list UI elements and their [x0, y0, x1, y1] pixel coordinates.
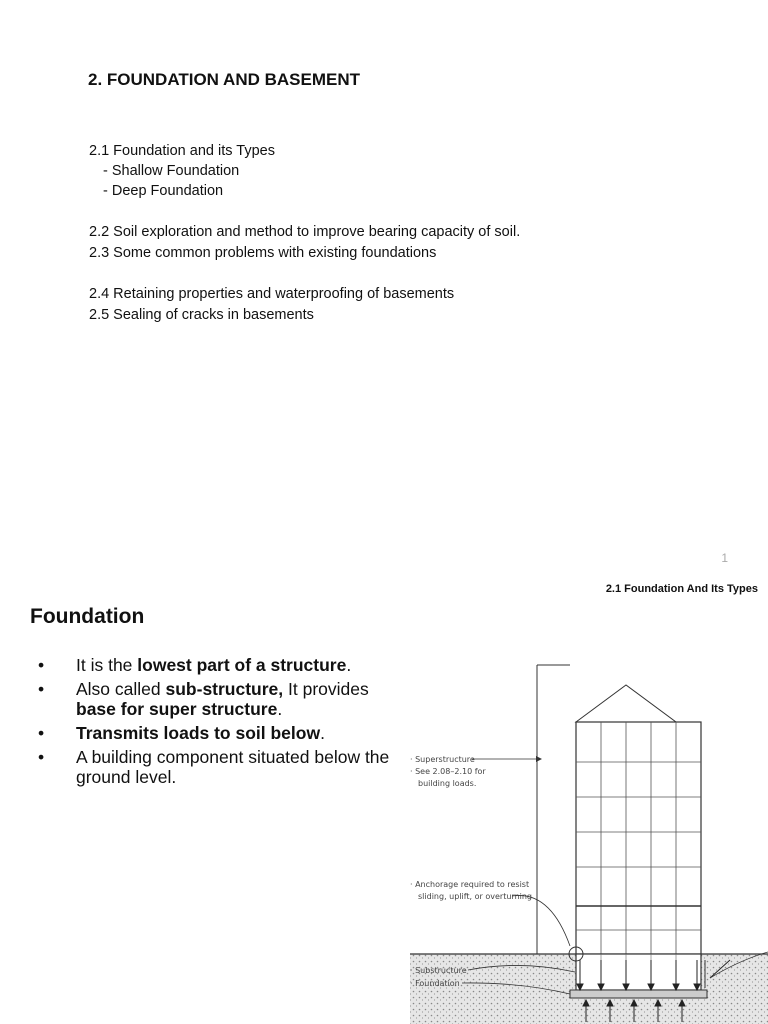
- note-anchorage: sliding, uplift, or overturning: [418, 892, 533, 901]
- bullet-marker: •: [38, 655, 45, 675]
- toc-item: 2.5 Sealing of cracks in basements: [89, 307, 314, 323]
- bullet-bold-text: base for super structure: [76, 699, 278, 719]
- slide-2: [0, 575, 768, 1024]
- toc-item: 2.1 Foundation and its Types: [89, 143, 275, 159]
- bullet-bold-text: Transmits loads to soil below: [76, 723, 321, 743]
- note-foundation: · Foundation: [410, 979, 460, 988]
- toc-item: 2.4 Retaining properties and waterproofing of basements: [89, 286, 455, 302]
- bullet-text: .: [277, 699, 283, 719]
- bullet-marker: •: [38, 679, 45, 699]
- bullet-item: [38, 655, 398, 675]
- bullet-text: A building component situated below the ground level.: [76, 747, 390, 787]
- note-anchorage: · Anchorage required to resist: [410, 880, 530, 889]
- leader-line: [512, 895, 570, 946]
- slide-title: 2. FOUNDATION AND BASEMENT: [88, 70, 360, 89]
- slide-title: Foundation: [30, 605, 145, 628]
- bullet-text: .: [320, 723, 325, 743]
- bullet-marker: •: [38, 723, 45, 743]
- bullet-item: [38, 747, 398, 787]
- leader-arrowhead: [536, 756, 542, 762]
- note-superstructure: building loads.: [418, 779, 477, 788]
- building-foundation-diagram: [400, 660, 768, 1024]
- toc-subitem: - Shallow Foundation: [103, 163, 240, 179]
- bullet-list: [38, 655, 398, 791]
- note-superstructure: · Superstructure: [410, 755, 475, 764]
- bullet-text: It is the: [76, 655, 138, 675]
- bullet-text: Also called: [76, 679, 166, 699]
- note-superstructure: · See 2.08–2.10 for: [410, 767, 486, 776]
- foundation-mat: [570, 990, 707, 998]
- bullet-marker: •: [38, 747, 45, 767]
- section-header: 2.1 Foundation And Its Types: [605, 583, 758, 595]
- bullet-text: It provides: [283, 679, 369, 699]
- bullet-text: .: [346, 655, 352, 675]
- bullet-bold-text: lowest part of a structure: [137, 655, 347, 675]
- roof: [576, 685, 676, 722]
- bullet-item: [38, 679, 398, 719]
- building-superstructure: [576, 722, 701, 954]
- page-number: 1: [721, 551, 728, 565]
- bullet-bold-text: sub-structure,: [165, 679, 284, 699]
- toc-subitem: - Deep Foundation: [103, 183, 224, 199]
- toc-item: 2.2 Soil exploration and method to improve bearing capacity of soil.: [89, 224, 521, 240]
- note-substructure: · Substructure: [410, 966, 467, 975]
- bullet-item: [38, 723, 398, 743]
- toc-item: 2.3 Some common problems with existing foundations: [89, 245, 437, 261]
- substructure: [576, 954, 701, 990]
